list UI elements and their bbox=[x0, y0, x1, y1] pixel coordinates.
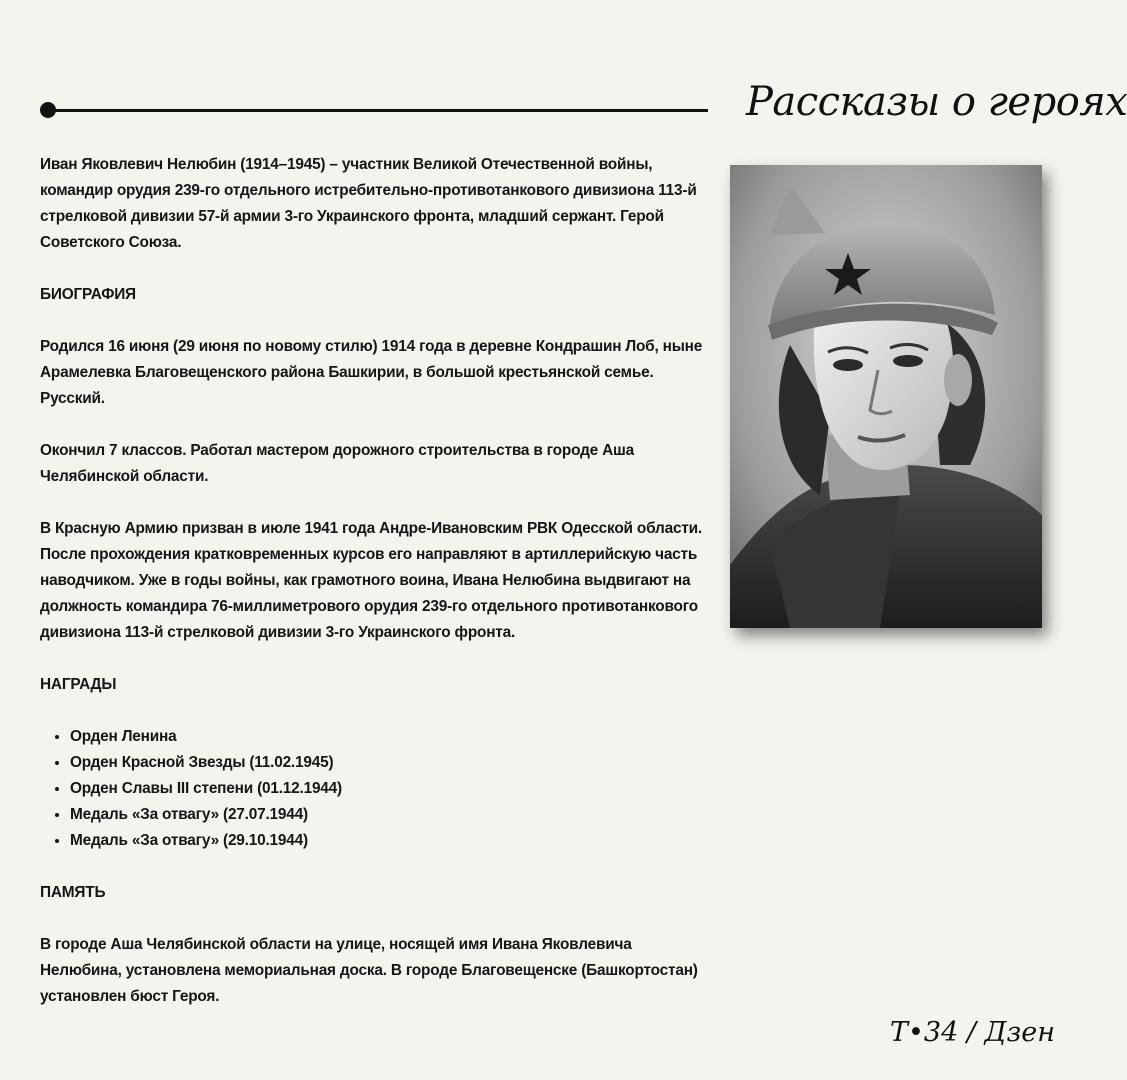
memory-heading: ПАМЯТЬ bbox=[40, 884, 106, 901]
article-body bbox=[40, 152, 710, 1036]
award-item: • Орден Красной Звезды (11.02.1945) bbox=[70, 750, 710, 776]
intro-paragraph: Иван Яковлевич Нелюбин (1914–1945) – участник Великой Отечественной войны, командир орудия 239-го отдельного истребительно-противотанкового дивизиона 113-й стрелковой дивизии 57-й армии 3-го Украинского фронта, младший сержант. Герой Советского Союза. bbox=[40, 156, 697, 251]
biography-heading: БИОГРАФИЯ bbox=[40, 286, 136, 303]
memory-paragraph: В городе Аша Челябинской области на улице, носящей имя Ивана Яковлевича Нелюбина, установлена мемориальная доска. В городе Благовещенске (Башкортостан) установлен бюст Героя. bbox=[40, 936, 698, 1005]
awards-list bbox=[40, 724, 710, 854]
award-item: • Орден Славы III степени (01.12.1944) bbox=[70, 776, 710, 802]
header-title: Рассказы о героях bbox=[746, 79, 1127, 125]
award-item: • Медаль «За отвагу» (29.10.1944) bbox=[70, 828, 710, 854]
footer-credit: Т•34 / Дзен bbox=[890, 1017, 1055, 1048]
header-rule-line bbox=[48, 109, 708, 112]
biography-paragraph: Окончил 7 классов. Работал мастером дорожного строительства в городе Аша Челябинской области. bbox=[40, 442, 634, 485]
awards-heading: НАГРАДЫ bbox=[40, 676, 117, 693]
biography-paragraph: В Красную Армию призван в июле 1941 года Андре-Ивановским РВК Одесской области. После прохождения кратковременных курсов его направляют в артиллерийскую часть наводчиком. Уже в годы войны, как грамотного воина, Ивана Нелюбина выдвигают на должность командира 76-миллиметрового орудия 239-го отдельного противотанкового дивизиона 113-й стрелковой дивизии 3-го Украинского фронта. bbox=[40, 520, 702, 641]
biography-paragraph: Родился 16 июня (29 июня по новому стилю) 1914 года в деревне Кондрашин Лоб, ныне Арамелевка Благовещенского района Башкирии, в большой крестьянской семье. Русский. bbox=[40, 338, 703, 407]
award-item: • Медаль «За отвагу» (27.07.1944) bbox=[70, 802, 710, 828]
portrait-illustration bbox=[730, 165, 1042, 628]
award-item: • Орден Ленина bbox=[70, 724, 710, 750]
hero-portrait-photo bbox=[730, 165, 1042, 628]
